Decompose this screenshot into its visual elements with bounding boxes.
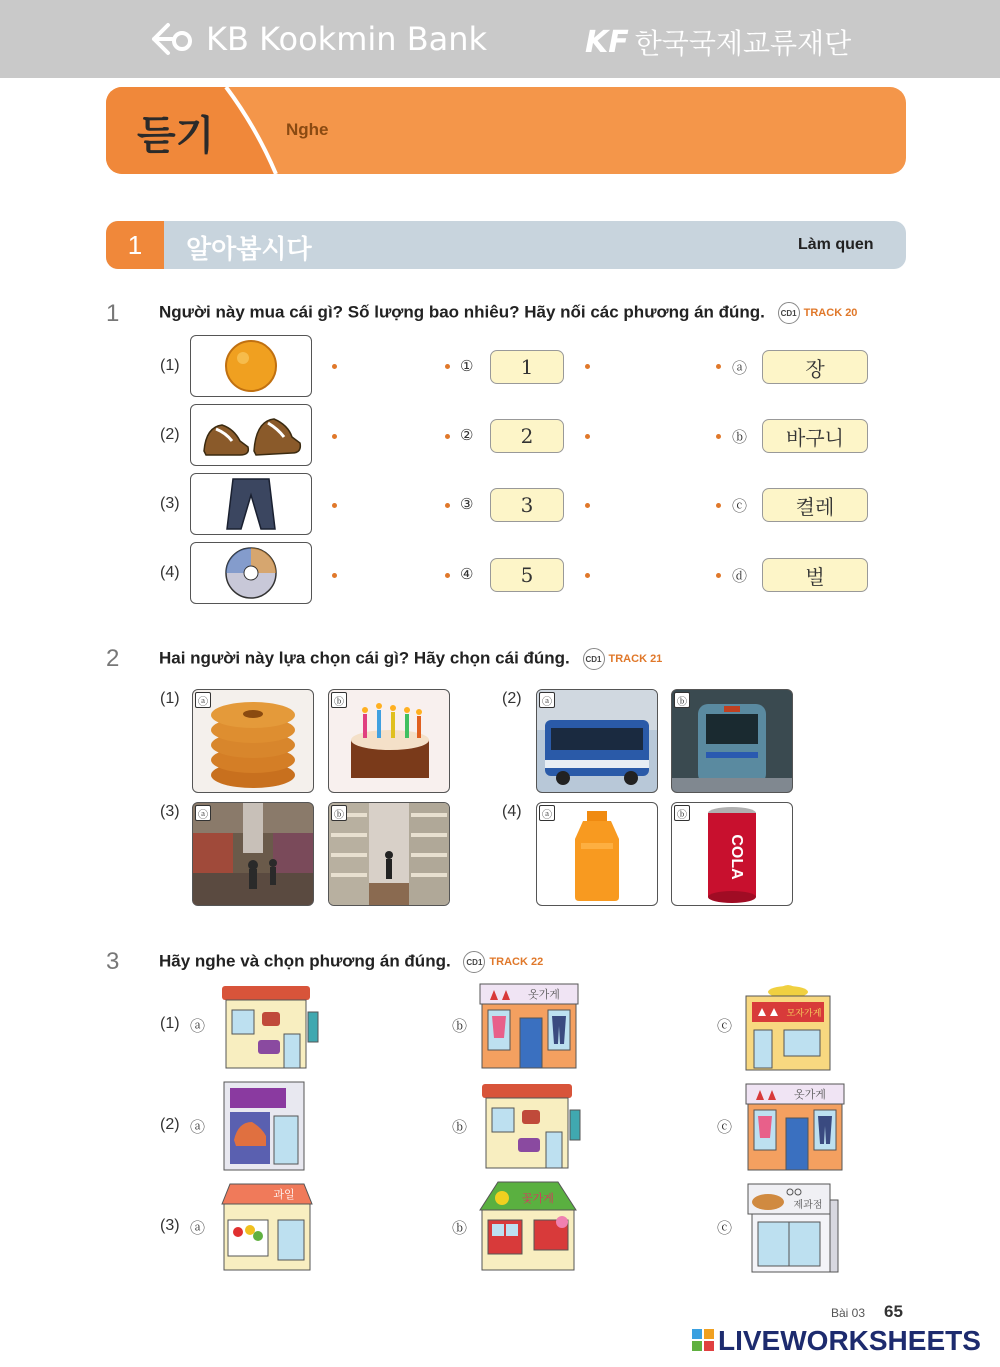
option-b-tag: ⓑ [331, 805, 347, 821]
match-dot[interactable] [716, 364, 721, 369]
cd-picture [190, 542, 312, 604]
number-mark: ② [460, 427, 474, 444]
track-label: TRACK 20 [803, 307, 858, 319]
shop-sign: 옷가게 [794, 1088, 826, 1101]
unit-box: 켤레 [762, 488, 868, 522]
clothes-shop-illustration[interactable] [478, 982, 580, 1077]
number-mark: ① [460, 358, 474, 375]
shop-sign: 제과점 [793, 1200, 823, 1211]
cola-can-icon [672, 803, 792, 905]
jeans-icon [221, 475, 281, 533]
juice-bottle-icon [537, 803, 657, 905]
option-b-mark[interactable]: ⓑ [452, 1220, 468, 1237]
question-1-prompt: Người này mua cái gì? Số lượng bao nhiêu? Hãy nối các phương án đúng. [159, 302, 765, 322]
option-a-mark[interactable]: ⓐ [190, 1119, 206, 1136]
row-label: (3) [160, 1217, 180, 1234]
row-label: (1) [160, 1015, 180, 1032]
market-icon [193, 803, 313, 905]
section-label: Làm quen [798, 236, 874, 253]
section-number: 1 [106, 221, 164, 269]
page-title-korean: 듣기 [137, 113, 215, 159]
cola-can-photo[interactable] [671, 802, 793, 906]
shop-sign: 과일 [273, 1188, 295, 1201]
birthday-cake-icon [329, 690, 449, 792]
option-a-mark[interactable]: ⓐ [190, 1220, 206, 1237]
hat-shop-illustration[interactable] [744, 982, 834, 1077]
unit-mark: ⓓ [732, 568, 748, 585]
bus-photo[interactable] [536, 689, 658, 793]
row-label: (2) [160, 1116, 180, 1133]
unit-mark: ⓑ [732, 429, 748, 446]
supermarket-photo[interactable] [328, 802, 450, 906]
lesson-label: Bài 03 [831, 1306, 866, 1320]
cd-track-badge [583, 648, 663, 670]
supermarket-aisle-icon [329, 803, 449, 905]
quantity-box: 2 [490, 419, 564, 453]
clothes-shop-icon [744, 1082, 846, 1174]
track-label: TRACK 21 [608, 653, 663, 665]
quantity-box: 3 [490, 488, 564, 522]
kb-logo-text: KB Kookmin Bank [206, 20, 488, 58]
subway-train-icon [672, 690, 792, 792]
orange-icon [223, 338, 279, 394]
number-mark: ③ [460, 496, 474, 513]
shoe-shop-icon [222, 1080, 308, 1172]
option-a-mark[interactable]: ⓐ [190, 1018, 206, 1035]
section-title: 알아봅시다 [186, 235, 312, 265]
match-dot[interactable] [445, 573, 450, 578]
match-dot[interactable] [445, 364, 450, 369]
option-b-tag: ⓑ [674, 692, 690, 708]
match-dot[interactable] [585, 434, 590, 439]
option-c-mark[interactable]: ⓒ [717, 1119, 733, 1136]
question-2-text [159, 648, 662, 670]
page-number: 65 [884, 1302, 903, 1321]
item-label: (3) [160, 803, 180, 820]
option-a-tag: ⓐ [539, 692, 555, 708]
quantity-box: 5 [490, 558, 564, 592]
unit-mark: ⓒ [732, 498, 748, 515]
bus-icon [537, 690, 657, 792]
kb-logo [148, 20, 487, 58]
unit-box: 바구니 [762, 419, 868, 453]
bag-shop-illustration[interactable] [478, 1080, 583, 1177]
match-dot[interactable] [445, 503, 450, 508]
row-label: (4) [160, 564, 180, 581]
row-label: (1) [160, 357, 180, 374]
cd-track-badge [778, 302, 858, 324]
fruit-shop-illustration[interactable] [220, 1180, 314, 1279]
bag-shop-icon [218, 982, 323, 1072]
clothes-shop-icon [478, 982, 580, 1072]
cd-disc-icon [223, 545, 279, 601]
title-banner [106, 87, 906, 174]
unit-box: 장 [762, 350, 868, 384]
shoe-shop-illustration[interactable] [222, 1080, 308, 1177]
unit-mark: ⓐ [732, 360, 748, 377]
match-dot[interactable] [332, 573, 337, 578]
kf-mark: KF [585, 24, 629, 60]
number-mark: ④ [460, 566, 474, 583]
clothes-shop-illustration[interactable] [744, 1082, 846, 1179]
row-label: (3) [160, 495, 180, 512]
cd-icon: CD1 [583, 648, 605, 670]
question-1-number: 1 [106, 300, 120, 327]
hat-shop-icon [744, 982, 834, 1072]
bagels-icon [193, 690, 313, 792]
liveworksheets-logo [692, 1325, 981, 1357]
option-c-mark[interactable]: ⓒ [717, 1018, 733, 1035]
quantity-box: 1 [490, 350, 564, 384]
question-2-number: 2 [106, 645, 120, 672]
match-dot[interactable] [332, 503, 337, 508]
match-dot[interactable] [585, 503, 590, 508]
match-dot[interactable] [716, 503, 721, 508]
question-2-prompt: Hai người này lựa chọn cái gì? Hãy chọn cái đúng. [159, 648, 570, 668]
shoes-picture [190, 404, 312, 466]
match-dot[interactable] [716, 434, 721, 439]
bag-shop-illustration[interactable] [218, 982, 323, 1077]
match-dot[interactable] [585, 364, 590, 369]
question-3-number: 3 [106, 948, 120, 975]
unit-box: 벌 [762, 558, 868, 592]
subway-photo[interactable] [671, 689, 793, 793]
item-label: (4) [502, 803, 522, 820]
bagels-photo[interactable] [192, 689, 314, 793]
kf-name: 한국국제교류재단 [634, 27, 852, 60]
cd-track-badge [463, 951, 543, 973]
shop-sign: 모자가게 [786, 1009, 822, 1019]
cola-label: COLA [728, 834, 745, 880]
row-label: (2) [160, 426, 180, 443]
match-dot[interactable] [332, 434, 337, 439]
option-b-tag: ⓑ [331, 692, 347, 708]
liveworksheets-icon [692, 1329, 714, 1353]
option-a-tag: ⓐ [195, 692, 211, 708]
option-a-tag: ⓐ [195, 805, 211, 821]
cake-photo[interactable] [328, 689, 450, 793]
bakery-illustration[interactable] [746, 1180, 842, 1281]
jeans-picture [190, 473, 312, 535]
orange-juice-photo[interactable] [536, 802, 658, 906]
option-b-mark[interactable]: ⓑ [452, 1018, 468, 1035]
bakery-icon [746, 1180, 842, 1276]
match-dot[interactable] [585, 573, 590, 578]
kf-logo [585, 22, 851, 62]
bag-shop-icon [478, 1080, 583, 1172]
flower-shop-illustration[interactable] [478, 1180, 578, 1279]
fruit-shop-icon [220, 1180, 314, 1274]
shop-sign: 꽃가게 [522, 1192, 554, 1205]
question-3-prompt: Hãy nghe và chọn phương án đúng. [159, 951, 451, 971]
item-label: (1) [160, 690, 180, 707]
option-a-tag: ⓐ [539, 805, 555, 821]
option-b-mark[interactable]: ⓑ [452, 1119, 468, 1136]
match-dot[interactable] [445, 434, 450, 439]
option-b-tag: ⓑ [674, 805, 690, 821]
question-3-text [159, 951, 543, 973]
shop-sign: 옷가게 [528, 988, 560, 1001]
kb-star-icon [148, 21, 196, 57]
track-label: TRACK 22 [489, 956, 544, 968]
item-label: (2) [502, 690, 522, 707]
cd-icon: CD1 [778, 302, 800, 324]
flower-shop-icon [478, 1180, 578, 1274]
banner-swoosh [106, 87, 906, 174]
match-dot[interactable] [332, 364, 337, 369]
orange-picture [190, 335, 312, 397]
match-dot[interactable] [716, 573, 721, 578]
cd-icon: CD1 [463, 951, 485, 973]
page-title-vietnamese: Nghe [286, 120, 329, 139]
market-street-photo[interactable] [192, 802, 314, 906]
liveworksheets-text: LIVEWORKSHEETS [718, 1325, 981, 1356]
question-1-text [159, 302, 857, 324]
shoes-icon [196, 407, 306, 463]
option-c-mark[interactable]: ⓒ [717, 1220, 733, 1237]
